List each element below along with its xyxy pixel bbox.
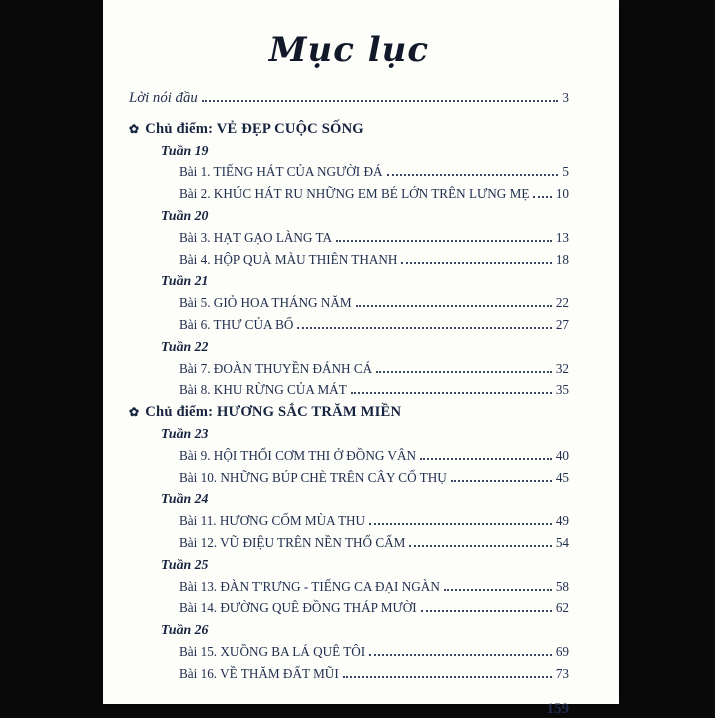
toc-entry-page: 73 [555, 665, 569, 681]
toc-entry-label: Bài 7. ĐOÀN THUYỀN ĐÁNH CÁ [179, 360, 373, 376]
preface-page: 3 [562, 90, 569, 105]
book-page [103, 0, 619, 717]
section-title: Chủ điểm: VẺ ĐẸP CUỘC SỐNG [145, 120, 364, 137]
toc-entry-label: Bài 8. KHU RỪNG CỦA MÁT [179, 382, 347, 398]
flower-icon: ✿ [129, 405, 140, 420]
dot-leader [533, 196, 551, 198]
dot-leader [409, 545, 551, 547]
week-heading: Tuần 20 [161, 207, 209, 223]
toc-entry [129, 513, 569, 535]
toc-entry-page: 49 [555, 513, 569, 529]
toc-entry [129, 295, 569, 317]
toc-entry-page: 27 [555, 316, 569, 332]
toc-entry [129, 535, 569, 557]
section-heading [129, 404, 569, 426]
section-title: Chủ điểm: HƯƠNG SẮC TRĂM MIỀN [145, 404, 402, 421]
toc-entry [129, 361, 569, 383]
section-heading [129, 121, 569, 143]
toc-entry-label: Bài 12. VŨ ĐIỆU TRÊN NỀN THỔ CẨM [179, 534, 406, 550]
week-heading: Tuần 24 [161, 491, 209, 507]
toc-entry-label: Bài 4. HỘP QUÀ MÀU THIÊN THANH [179, 251, 398, 267]
toc-entry [129, 600, 569, 622]
dot-leader [351, 392, 552, 394]
toc-entry-page: 13 [555, 229, 569, 245]
toc-entry-page: 45 [555, 469, 569, 485]
week-heading: Tuần 19 [161, 142, 209, 158]
toc-entry-page: 62 [555, 600, 569, 616]
dot-leader [369, 654, 552, 656]
dot-leader [421, 610, 552, 612]
toc-entry-page: 5 [562, 164, 569, 180]
week-heading: Tuần 26 [161, 622, 209, 638]
toc-entry-preface [129, 90, 569, 112]
toc-entry-label: Bài 10. NHỮNG BÚP CHÈ TRÊN CÂY CỔ THỤ [179, 469, 447, 485]
dot-leader [343, 676, 552, 678]
toc-entry [129, 448, 569, 470]
toc-entry [129, 470, 569, 492]
page-title: Mục lục [268, 30, 430, 70]
toc-entry-page: 40 [555, 447, 569, 463]
toc-entry [129, 579, 569, 601]
week-heading: Tuần 25 [161, 556, 209, 572]
toc-entry-page: 69 [555, 643, 569, 659]
toc-entry-page: 22 [555, 295, 569, 311]
toc-entry-page: 32 [555, 360, 569, 376]
toc-entry [129, 317, 569, 339]
toc-entry-label: Bài 2. KHÚC HÁT RU NHỮNG EM BÉ LỚN TRÊN LƯNG MẸ [179, 186, 530, 202]
dot-leader [444, 589, 552, 591]
toc-entry-page: 18 [555, 251, 569, 267]
toc-entry-label: Bài 11. HƯƠNG CỐM MÙA THU [179, 513, 366, 529]
toc-entry-page: 54 [555, 534, 569, 550]
toc-entry-label: Bài 16. VỀ THĂM ĐẤT MŨI [179, 665, 339, 681]
dot-leader [451, 480, 552, 482]
toc-content [103, 0, 619, 688]
toc-entry-label: Bài 1. TIẾNG HÁT CỦA NGƯỜI ĐÁ [179, 164, 383, 180]
week-heading: Tuần 23 [161, 425, 209, 441]
dot-leader [356, 305, 552, 307]
dot-leader [202, 100, 559, 102]
dot-leader [401, 262, 551, 264]
toc-entry-page: 10 [555, 186, 569, 202]
dot-leader [376, 371, 552, 373]
toc-entry-label: Bài 6. THƯ CỦA BỐ [179, 316, 294, 332]
dot-leader [387, 174, 559, 176]
toc-entry [129, 186, 569, 208]
toc-entry [129, 644, 569, 666]
toc-entry [129, 230, 569, 252]
footer-page-number: 159 [546, 700, 569, 717]
toc-entry-label: Bài 15. XUỒNG BA LÁ QUÊ TÔI [179, 643, 366, 659]
dot-leader [297, 327, 551, 329]
toc-entry [129, 382, 569, 404]
toc-entry [129, 252, 569, 274]
dot-leader [336, 240, 552, 242]
toc-entry-label: Bài 9. HỘI THỔI CƠM THI Ở ĐỒNG VÂN [179, 447, 417, 463]
dot-leader [369, 523, 552, 525]
toc-entry-label: Bài 13. ĐÀN T'RƯNG - TIẾNG CA ĐẠI NGÀN [179, 578, 440, 594]
toc-entry-page: 35 [555, 382, 569, 398]
week-heading: Tuần 22 [161, 338, 209, 354]
toc-entry-label: Bài 3. HẠT GẠO LÀNG TA [179, 229, 333, 245]
week-heading: Tuần 21 [161, 273, 209, 289]
toc-entry [129, 164, 569, 186]
flower-icon: ✿ [129, 121, 140, 136]
toc-entry-label: Bài 5. GIỎ HOA THÁNG NĂM [179, 295, 352, 311]
dot-leader [420, 458, 552, 460]
toc-entry-label: Bài 14. ĐƯỜNG QUÊ ĐỒNG THÁP MƯỜI [179, 600, 417, 616]
preface-label: Lời nói đầu [129, 90, 198, 106]
toc-entry [129, 666, 569, 688]
toc-entry-page: 58 [555, 578, 569, 594]
